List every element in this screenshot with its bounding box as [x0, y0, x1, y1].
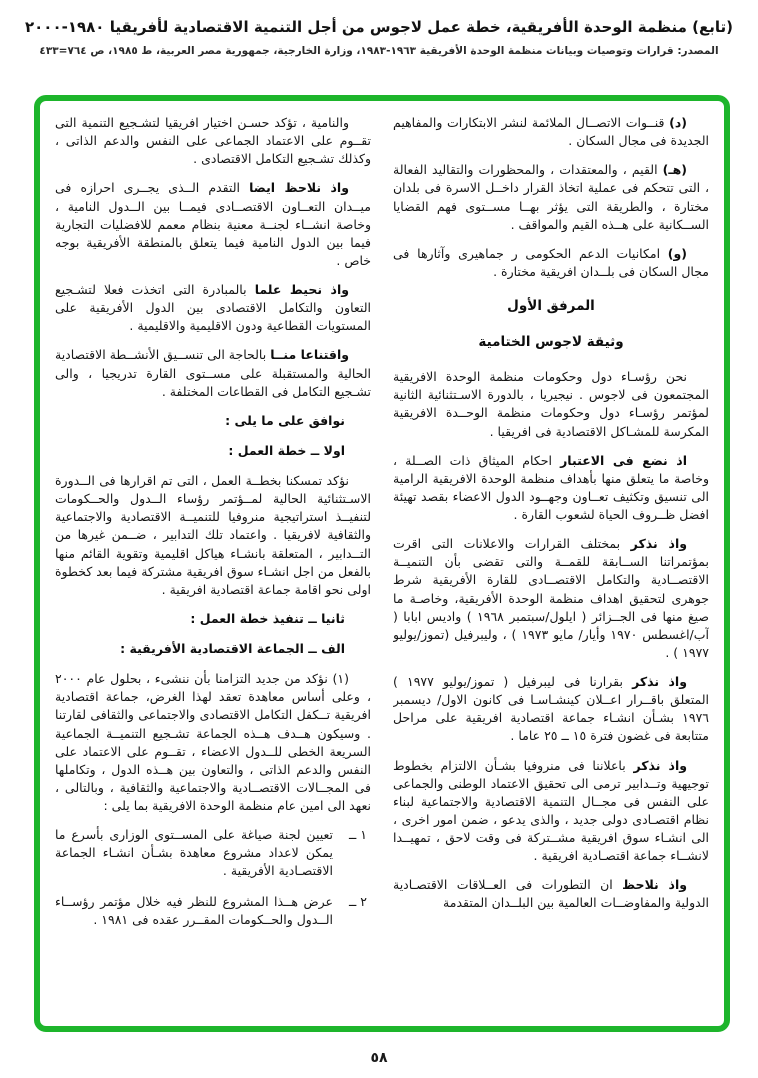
paragraph-text: بالمبادرة التى اتخذت فعلا لتشـجيع التعاون والتكامل الاقتصادى بين الدول الأفريقية على المستويات القطاعية ودون الاقليمية والاقليمية .	[55, 282, 371, 334]
paragraph-lead: واذ نذكر	[630, 536, 687, 552]
paragraph-text: بمختلف القرارات والاعلانات التى اقرت بمؤتمراتنا الســابقة للقمــة والتى تقضى بأن التنميــة الاقتصــادية والتكامل الاقتصــادى للقارة الأفريقية شرط جوهرى لتحقيق اهداف منظمة الوحدة الأفريقية، وخاصـة ما صيغ منها فى الجــزائر ( ايلول/سبتمبر ١٩٦٨ ) واديس ابابا ( آب/اغسطس ١٩٧٠ وأيار/ مايو ١٩٧٣ ) ، وليبرفيل (تموز/يوليو ١٩٧٧ ) .	[393, 536, 709, 660]
item-number: ١ ــ	[348, 827, 367, 843]
paragraph-text: باعلاننا فى منروفيا بشـأن الالتزام بخطوط توجيهية وتــدابير ترمى الى تحقيق الاعتماد الوطنى والجماعى على النفس فى مجــال التنمية الاقتصادية والاجتماعية لبناء نظام اقتصـادى دولى جديد ، والذى يدعو ، ضمن امور اخرى ، الى انشـاء سوق افريقية مشــتركة فى وقت لاحق ، تمهيــدا لانشــاء جماعة اقتصـادية افريقية .	[393, 757, 709, 864]
paragraph-text: احكام الميثاق ذات الصــلة ، وخاصة ما يتعلق منها بأهداف منظمة الوحدة الافريقية الرامية الى تنسيق وتكثيف تعــاون وجهــود الدول الاعضاء بقصد تهيئة افضل ظــروف الحياة لشعوب القارة .	[393, 452, 709, 522]
paragraph-text: قنــوات الاتصــال الملائمة لنشر الابتكارات والمفاهيم الجديدة فى مجال السكان .	[393, 115, 709, 149]
numbered-item	[55, 893, 371, 929]
source-citation: المصدر: قرارات وتوصيات وبيانات منظمة الوحدة الأفريقية ١٩٦٣-١٩٨٣، وزارة الخارجية، جمهورية مصر العربية، ط ١٩٨٥، ص ٧٦٤=٤٣٣	[39, 45, 719, 57]
page-header	[0, 0, 758, 57]
paragraph-lead: واذ نحيط علما	[254, 282, 349, 297]
paragraph	[55, 670, 371, 815]
annex-subheading: وثيقة لاجوس الختامية	[478, 333, 624, 350]
paragraph	[393, 757, 709, 866]
column-right	[393, 114, 709, 1016]
paragraph	[393, 161, 709, 234]
paragraph	[393, 673, 709, 746]
paragraph-lead: (د)	[669, 115, 687, 130]
annex-heading: المرفق الأول	[507, 298, 595, 314]
paragraph	[55, 114, 371, 168]
paragraph	[393, 114, 709, 150]
numbered-item	[55, 826, 371, 880]
paragraph	[55, 179, 371, 270]
paragraph	[55, 281, 371, 335]
paragraph-text: نحن رؤسـاء دول وحكومات منظمة الوحدة الافريقية المجتمعون فى لاجوس . نيجيريا ، بالدورة الاسـتثنائية الثانية لمؤتمر رؤسـاء دول وحكومات منظمة الوحــدة الافريقية المكرسة للمشـاكل الاقتصادية فى افريقيا .	[393, 369, 709, 439]
paragraph	[55, 472, 371, 599]
paragraph-lead: واقتناعا منــا	[270, 347, 349, 363]
paragraph-lead: واذ نذكر	[633, 757, 687, 773]
paragraph-text: (١) نؤكد من جديد التزامنا بأن ننشىء ، بحلول عام ٢٠٠٠ ، وعلى أساس معاهدة تعقد لهذا الغرض، جماعة اقتصادية افريقية تــكفل التكامل الاقتصادى والاجتماعى والثقافى لقارتنا . وسيكون هــدف هــذه الجماعة تشـجيع التنميــة الجماعية السريعة الخطى للــدول الاعضاء ، تقــوم على الاعتماد على النفس والدعم الذاتى ، والتعاون بين هــذه الدول ، وتكاملها فى المجــالات الاقتصــادية والاجتماعية والثقافية ، وبالتالى ، نعهد الى امين عام منظمة الوحدة الافريقية بما يلى :	[55, 671, 371, 813]
paragraph	[393, 368, 709, 441]
document-title: (تابع) منظمة الوحدة الأفريقية، خطة عمل لاجوس من أجل التنمية الاقتصادية لأفريقيا ١٩٨٠-٢٠٠٠	[24, 18, 733, 36]
paragraph-lead: واذ نلاحظ ايضا	[249, 180, 349, 196]
paragraph	[393, 452, 709, 525]
paragraph-text: بالحاجة الى تنســيق الأنشــطة الاقتصادية الحالية والمستقبلة على مســتوى القارة تدريجيا ، والى تشـجيع التكامل فى القطاعات المختلفة .	[55, 347, 371, 399]
section-heading-second: ثانيا ــ تنفيذ خطة العمل :	[190, 610, 345, 626]
item-text: تعيين لجنة صياغة على المســتوى الوزارى بأسرع ما يمكن لاعداد مشروع معاهدة بشـأن انشـاء الجماعة الاقتصـادية الأفريقية .	[55, 827, 333, 879]
paragraph-lead: اذ نضع فى الاعتبار	[560, 452, 687, 468]
column-left	[55, 114, 371, 1016]
paragraph-lead: واذ نذكر	[632, 674, 687, 689]
paragraph-lead: (هـ)	[662, 162, 687, 178]
paragraph-text: التقدم الــذى يجــرى احرازه فى ميــدان التعــاون الاقتصــادى فيمــا بين الــدول النامية ، وخاصة انشــاء لجنــة معنية بنظام معمم للافضليات التجارية فيما بين الدول النامية فيما يتعلق بالمنطقة الأفريقية بوجه خاص .	[55, 180, 371, 268]
content-frame	[34, 95, 730, 1032]
item-number: ٢ ــ	[348, 893, 367, 909]
paragraph	[393, 245, 709, 281]
item-text: عرض هــذا المشروع للنظر فيه خلال مؤتمر رؤســاء الــدول والحــكومات المقــرر عقده فى ١٩٨١ .	[55, 893, 333, 927]
paragraph-text: والنامية ، تؤكد حسـن اختيار افريقيا لتشـجيع التنمية التى تقــوم على الاعتماد الجماعى على النفس والدعم الذاتى ، وكذلك تشـجيع التكامل الاقتصادى .	[55, 115, 371, 167]
paragraph	[393, 535, 709, 662]
paragraph-text: بقرارنا فى ليبرفيل ( تموز/يوليو ١٩٧٧ ) المتعلق باقــرار اعــلان كينشـاسـا فى كانون الاول/ ديسمبر ١٩٧٦ بشـأن انشـاء جماعة اقتصادية افريقية على مراحل متتابعة فى غضون فترة ١٥ ــ ٢٥ عاما .	[393, 674, 709, 744]
section-heading-first: اولا ــ خطة العمل :	[228, 442, 345, 458]
paragraph-text: ان التطورات فى العــلاقات الاقتصـادية الدولية والمفاوضــات العالمية بين البلــدان المتقدمة	[393, 877, 709, 911]
paragraph-lead: (و)	[667, 245, 687, 261]
paragraph-text: امكانيات الدعم الحكومى ر جماهيرى وآثارها فى مجال السكان فى بلــدان افريقية مختارة .	[393, 245, 709, 279]
page-number: ٥٨	[370, 1050, 388, 1066]
paragraph-lead: واذ نلاحظ	[622, 877, 688, 893]
subsection-heading-alef: الف ــ الجماعة الاقتصادية الأفريقية :	[120, 641, 345, 656]
paragraph-text: القيم ، والمعتقدات ، والمحظورات والتقاليد الفعالة ، التى تتحكم فى عملية اتخاذ القرار داخــل الاسرة فى بلدان مختارة ، والطريقة التى يؤثر بهــا مســتوى فهم القضايا الســكانية على هــذه القيم والمواقف .	[393, 162, 709, 232]
section-lead-line: نوافق على ما يلى :	[225, 412, 345, 428]
paragraph-text: نؤكد تمسكنا بخطــة العمل ، التى تم اقرارها فى الــدورة الاسـتثنائية الحالية لمــؤتمر رؤساء الــدول والحــكومات لتنفيــذ استراتيجية منروفيا للتنميــة الاقتصادية والاجتماعية والثقافية لافريقيا . واعتماد تلك التدابير ، ضــمن غيرها من التــدابير ، المتعلقة بانشـاء هياكل اقليمية وتقوية القائم منها بالفعل من اجل انشـاء سوق افريقية مشتركة فيما بعد كخطوة اولى نحو اقامة جماعة اقتصادية افريقية .	[55, 473, 371, 597]
paragraph	[393, 876, 709, 912]
paragraph	[55, 346, 371, 400]
